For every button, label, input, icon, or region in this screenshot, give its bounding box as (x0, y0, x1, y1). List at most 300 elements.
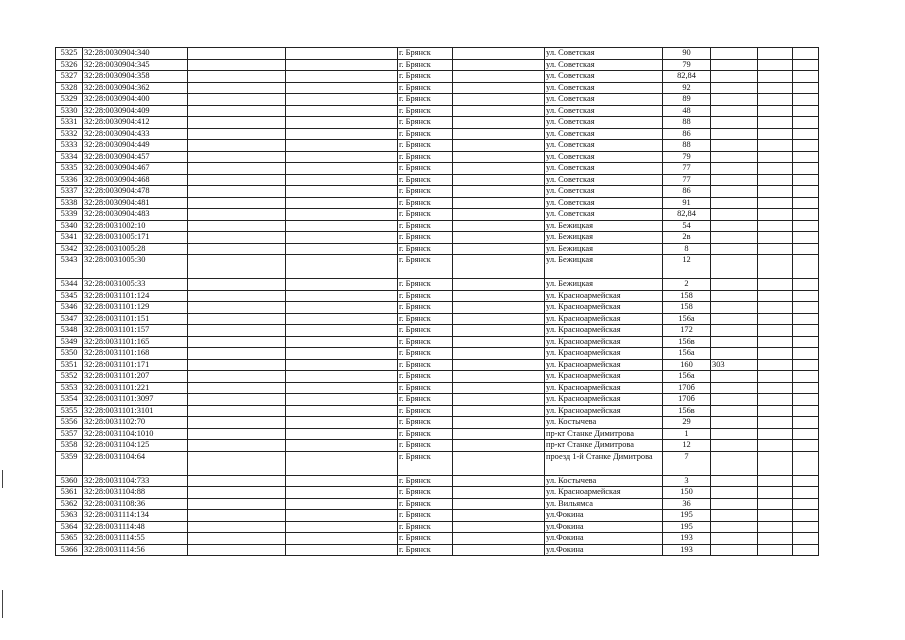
empty-cell (758, 128, 793, 140)
table-row (56, 255, 819, 279)
cadastral-number: 32:28:0031005:33 (83, 279, 188, 291)
table-row (56, 279, 819, 291)
street-name: ул. Красноармейская (545, 325, 663, 337)
empty-cell (758, 475, 793, 487)
empty-cell (188, 232, 286, 244)
extra-value (711, 510, 758, 522)
empty-cell (188, 48, 286, 60)
row-number: 5363 (56, 510, 83, 522)
empty-cell (793, 405, 819, 417)
house-number: 92 (663, 82, 711, 94)
cadastral-number: 32:28:0031002:10 (83, 220, 188, 232)
house-number: 156в (663, 405, 711, 417)
cadastral-number: 32:28:0031101:157 (83, 325, 188, 337)
table-body (56, 48, 819, 556)
empty-cell (188, 405, 286, 417)
cadastral-number: 32:28:0031114:48 (83, 521, 188, 533)
extra-value (711, 348, 758, 360)
cadastral-number: 32:28:0031102:70 (83, 417, 188, 429)
empty-cell (188, 394, 286, 406)
empty-cell (793, 487, 819, 499)
empty-cell (758, 243, 793, 255)
empty-cell (793, 336, 819, 348)
cadastral-number: 32:28:0030904:467 (83, 163, 188, 175)
empty-cell (188, 59, 286, 71)
empty-cell (188, 428, 286, 440)
street-name: ул. Бежицкая (545, 232, 663, 244)
scan-margin-mark-top (2, 470, 3, 488)
empty-cell (286, 94, 398, 106)
city-name: г. Брянск (398, 197, 453, 209)
empty-cell (188, 533, 286, 545)
empty-cell (758, 498, 793, 510)
street-name: ул. Красноармейская (545, 405, 663, 417)
empty-cell (758, 151, 793, 163)
row-number: 5362 (56, 498, 83, 510)
document-sheet (55, 47, 819, 556)
empty-cell (453, 313, 545, 325)
cadastral-number: 32:28:0031101:3097 (83, 394, 188, 406)
city-name: г. Брянск (398, 405, 453, 417)
city-name: г. Брянск (398, 151, 453, 163)
empty-cell (188, 510, 286, 522)
table-row (56, 82, 819, 94)
street-name: проезд 1-й Станке Димитрова (545, 451, 663, 475)
empty-cell (286, 544, 398, 556)
empty-cell (453, 163, 545, 175)
empty-cell (286, 255, 398, 279)
empty-cell (793, 94, 819, 106)
city-name: г. Брянск (398, 290, 453, 302)
extra-value (711, 48, 758, 60)
empty-cell (286, 440, 398, 452)
empty-cell (793, 197, 819, 209)
house-number: 82,84 (663, 71, 711, 83)
empty-cell (793, 243, 819, 255)
empty-cell (758, 371, 793, 383)
empty-cell (453, 371, 545, 383)
city-name: г. Брянск (398, 105, 453, 117)
empty-cell (758, 359, 793, 371)
house-number: 2в (663, 232, 711, 244)
table-row (56, 232, 819, 244)
empty-cell (758, 451, 793, 475)
empty-cell (188, 163, 286, 175)
table-row (56, 105, 819, 117)
empty-cell (453, 498, 545, 510)
table-row (56, 209, 819, 221)
row-number: 5356 (56, 417, 83, 429)
city-name: г. Брянск (398, 336, 453, 348)
empty-cell (758, 325, 793, 337)
empty-cell (453, 405, 545, 417)
row-number: 5360 (56, 475, 83, 487)
empty-cell (758, 140, 793, 152)
street-name: ул.Фокина (545, 544, 663, 556)
empty-cell (793, 186, 819, 198)
empty-cell (793, 533, 819, 545)
empty-cell (793, 163, 819, 175)
empty-cell (286, 313, 398, 325)
house-number: 160 (663, 359, 711, 371)
empty-cell (453, 428, 545, 440)
cadastral-number: 32:28:0030904:409 (83, 105, 188, 117)
row-number: 5338 (56, 197, 83, 209)
street-name: ул. Красноармейская (545, 382, 663, 394)
empty-cell (188, 302, 286, 314)
empty-cell (758, 348, 793, 360)
empty-cell (286, 382, 398, 394)
house-number: 150 (663, 487, 711, 499)
cadastral-number: 32:28:0030904:457 (83, 151, 188, 163)
empty-cell (188, 243, 286, 255)
empty-cell (453, 521, 545, 533)
table-row (56, 451, 819, 475)
cadastral-number: 32:28:0030904:340 (83, 48, 188, 60)
street-name: ул. Красноармейская (545, 336, 663, 348)
table-row (56, 128, 819, 140)
empty-cell (188, 128, 286, 140)
cadastral-number: 32:28:0031114:56 (83, 544, 188, 556)
empty-cell (188, 209, 286, 221)
row-number: 5351 (56, 359, 83, 371)
empty-cell (453, 71, 545, 83)
empty-cell (188, 325, 286, 337)
empty-cell (286, 105, 398, 117)
empty-cell (793, 59, 819, 71)
empty-cell (286, 451, 398, 475)
empty-cell (793, 382, 819, 394)
row-number: 5359 (56, 451, 83, 475)
street-name: ул. Советская (545, 197, 663, 209)
empty-cell (286, 521, 398, 533)
table-row (56, 140, 819, 152)
empty-cell (793, 117, 819, 129)
empty-cell (286, 279, 398, 291)
city-name: г. Брянск (398, 428, 453, 440)
house-number: 88 (663, 117, 711, 129)
extra-value (711, 417, 758, 429)
empty-cell (758, 302, 793, 314)
table-row (56, 475, 819, 487)
property-register-table (55, 47, 819, 556)
house-number: 79 (663, 59, 711, 71)
empty-cell (286, 48, 398, 60)
street-name: ул. Бежицкая (545, 279, 663, 291)
empty-cell (188, 417, 286, 429)
empty-cell (286, 243, 398, 255)
cadastral-number: 32:28:0030904:468 (83, 174, 188, 186)
extra-value (711, 336, 758, 348)
extra-value (711, 128, 758, 140)
empty-cell (188, 186, 286, 198)
street-name: ул. Красноармейская (545, 487, 663, 499)
empty-cell (793, 174, 819, 186)
street-name: ул. Советская (545, 209, 663, 221)
empty-cell (188, 475, 286, 487)
house-number: 91 (663, 197, 711, 209)
empty-cell (188, 348, 286, 360)
street-name: ул. Красноармейская (545, 394, 663, 406)
empty-cell (758, 544, 793, 556)
empty-cell (286, 428, 398, 440)
table-row (56, 290, 819, 302)
row-number: 5332 (56, 128, 83, 140)
row-number: 5344 (56, 279, 83, 291)
cadastral-number: 32:28:0031005:28 (83, 243, 188, 255)
empty-cell (793, 440, 819, 452)
empty-cell (286, 405, 398, 417)
empty-cell (453, 174, 545, 186)
extra-value (711, 533, 758, 545)
empty-cell (793, 428, 819, 440)
table-row (56, 440, 819, 452)
empty-cell (453, 394, 545, 406)
row-number: 5326 (56, 59, 83, 71)
row-number: 5352 (56, 371, 83, 383)
street-name: ул. Советская (545, 151, 663, 163)
street-name: ул. Красноармейская (545, 290, 663, 302)
row-number: 5364 (56, 521, 83, 533)
empty-cell (188, 279, 286, 291)
empty-cell (286, 348, 398, 360)
empty-cell (453, 325, 545, 337)
city-name: г. Брянск (398, 475, 453, 487)
empty-cell (758, 382, 793, 394)
street-name: ул. Красноармейская (545, 359, 663, 371)
house-number: 82,84 (663, 209, 711, 221)
house-number: 7 (663, 451, 711, 475)
city-name: г. Брянск (398, 186, 453, 198)
city-name: г. Брянск (398, 394, 453, 406)
empty-cell (286, 128, 398, 140)
house-number: 172 (663, 325, 711, 337)
extra-value (711, 197, 758, 209)
extra-value (711, 71, 758, 83)
extra-value (711, 255, 758, 279)
table-row (56, 348, 819, 360)
empty-cell (286, 371, 398, 383)
extra-value (711, 186, 758, 198)
table-row (56, 544, 819, 556)
empty-cell (188, 151, 286, 163)
empty-cell (758, 290, 793, 302)
house-number: 170б (663, 382, 711, 394)
extra-value (711, 290, 758, 302)
table-row (56, 359, 819, 371)
empty-cell (453, 451, 545, 475)
row-number: 5329 (56, 94, 83, 106)
empty-cell (793, 498, 819, 510)
empty-cell (758, 521, 793, 533)
house-number: 89 (663, 94, 711, 106)
empty-cell (758, 255, 793, 279)
empty-cell (286, 174, 398, 186)
cadastral-number: 32:28:0031101:168 (83, 348, 188, 360)
row-number: 5345 (56, 290, 83, 302)
house-number: 36 (663, 498, 711, 510)
cadastral-number: 32:28:0031101:207 (83, 371, 188, 383)
house-number: 77 (663, 163, 711, 175)
extra-value (711, 174, 758, 186)
house-number: 1 (663, 428, 711, 440)
empty-cell (793, 544, 819, 556)
cadastral-number: 32:28:0030904:345 (83, 59, 188, 71)
table-row (56, 487, 819, 499)
house-number: 156а (663, 348, 711, 360)
row-number: 5325 (56, 48, 83, 60)
house-number: 3 (663, 475, 711, 487)
table-row (56, 313, 819, 325)
cadastral-number: 32:28:0031005:30 (83, 255, 188, 279)
empty-cell (793, 451, 819, 475)
street-name: ул. Советская (545, 163, 663, 175)
extra-value (711, 163, 758, 175)
empty-cell (758, 174, 793, 186)
empty-cell (286, 417, 398, 429)
empty-cell (453, 48, 545, 60)
city-name: г. Брянск (398, 371, 453, 383)
empty-cell (453, 209, 545, 221)
row-number: 5358 (56, 440, 83, 452)
cadastral-number: 32:28:0030904:478 (83, 186, 188, 198)
extra-value (711, 428, 758, 440)
street-name: ул. Бежицкая (545, 220, 663, 232)
empty-cell (286, 510, 398, 522)
table-row (56, 186, 819, 198)
cadastral-number: 32:28:0030904:362 (83, 82, 188, 94)
extra-value (711, 521, 758, 533)
table-row (56, 197, 819, 209)
house-number: 54 (663, 220, 711, 232)
empty-cell (758, 510, 793, 522)
row-number: 5365 (56, 533, 83, 545)
table-row (56, 71, 819, 83)
row-number: 5361 (56, 487, 83, 499)
empty-cell (793, 325, 819, 337)
empty-cell (453, 151, 545, 163)
empty-cell (793, 371, 819, 383)
empty-cell (758, 117, 793, 129)
city-name: г. Брянск (398, 174, 453, 186)
table-row (56, 521, 819, 533)
house-number: 90 (663, 48, 711, 60)
extra-value (711, 440, 758, 452)
city-name: г. Брянск (398, 117, 453, 129)
extra-value (711, 279, 758, 291)
row-number: 5334 (56, 151, 83, 163)
row-number: 5340 (56, 220, 83, 232)
extra-value (711, 220, 758, 232)
house-number: 86 (663, 128, 711, 140)
table-row (56, 405, 819, 417)
empty-cell (793, 475, 819, 487)
empty-cell (758, 440, 793, 452)
street-name: ул. Красноармейская (545, 302, 663, 314)
house-number: 48 (663, 105, 711, 117)
empty-cell (286, 498, 398, 510)
street-name: ул. Советская (545, 186, 663, 198)
city-name: г. Брянск (398, 325, 453, 337)
empty-cell (453, 440, 545, 452)
street-name: ул. Бежицкая (545, 243, 663, 255)
city-name: г. Брянск (398, 94, 453, 106)
street-name: ул. Советская (545, 117, 663, 129)
empty-cell (793, 71, 819, 83)
cadastral-number: 32:28:0030904:358 (83, 71, 188, 83)
empty-cell (793, 82, 819, 94)
empty-cell (453, 544, 545, 556)
city-name: г. Брянск (398, 82, 453, 94)
street-name: ул. Костычева (545, 417, 663, 429)
empty-cell (758, 313, 793, 325)
row-number: 5350 (56, 348, 83, 360)
empty-cell (758, 428, 793, 440)
extra-value (711, 117, 758, 129)
extra-value (711, 544, 758, 556)
cadastral-number: 32:28:0030904:412 (83, 117, 188, 129)
street-name: ул. Советская (545, 71, 663, 83)
extra-value (711, 498, 758, 510)
city-name: г. Брянск (398, 359, 453, 371)
empty-cell (453, 290, 545, 302)
empty-cell (758, 82, 793, 94)
city-name: г. Брянск (398, 48, 453, 60)
table-row (56, 428, 819, 440)
empty-cell (793, 521, 819, 533)
empty-cell (286, 140, 398, 152)
empty-cell (758, 220, 793, 232)
table-row (56, 151, 819, 163)
cadastral-number: 32:28:0031101:151 (83, 313, 188, 325)
empty-cell (793, 209, 819, 221)
empty-cell (793, 510, 819, 522)
street-name: ул. Красноармейская (545, 313, 663, 325)
table-row (56, 533, 819, 545)
street-name: пр-кт Станке Димитрова (545, 440, 663, 452)
empty-cell (453, 220, 545, 232)
empty-cell (286, 186, 398, 198)
empty-cell (793, 302, 819, 314)
cadastral-number: 32:28:0030904:400 (83, 94, 188, 106)
extra-value (711, 405, 758, 417)
empty-cell (793, 48, 819, 60)
empty-cell (453, 255, 545, 279)
extra-value (711, 487, 758, 499)
street-name: ул. Советская (545, 128, 663, 140)
empty-cell (286, 59, 398, 71)
empty-cell (758, 59, 793, 71)
empty-cell (793, 232, 819, 244)
table-row (56, 59, 819, 71)
row-number: 5353 (56, 382, 83, 394)
empty-cell (286, 290, 398, 302)
city-name: г. Брянск (398, 59, 453, 71)
empty-cell (453, 117, 545, 129)
street-name: ул. Советская (545, 82, 663, 94)
house-number: 156а (663, 371, 711, 383)
cadastral-number: 32:28:0030904:481 (83, 197, 188, 209)
empty-cell (453, 302, 545, 314)
cadastral-number: 32:28:0031101:124 (83, 290, 188, 302)
house-number: 195 (663, 521, 711, 533)
empty-cell (453, 359, 545, 371)
cadastral-number: 32:28:0031104:733 (83, 475, 188, 487)
city-name: г. Брянск (398, 451, 453, 475)
city-name: г. Брянск (398, 382, 453, 394)
empty-cell (286, 163, 398, 175)
empty-cell (188, 71, 286, 83)
